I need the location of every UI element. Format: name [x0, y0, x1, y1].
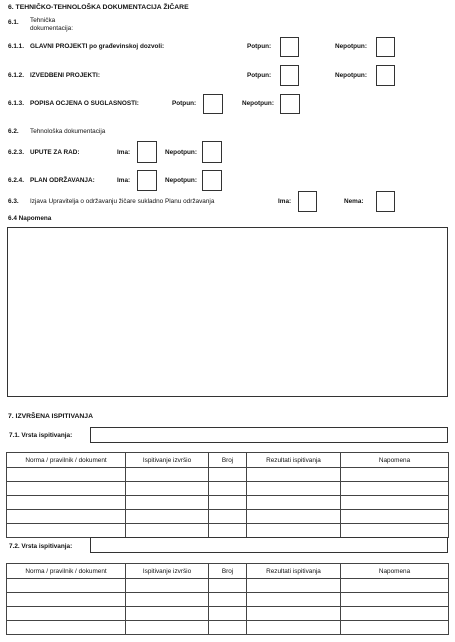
- upute-za-rad-nepotpun-label: Nepotpun:: [165, 149, 197, 156]
- table-cell[interactable]: [209, 593, 247, 607]
- table-cell[interactable]: [209, 482, 247, 496]
- table-cell[interactable]: [341, 621, 449, 635]
- table-cell[interactable]: [341, 524, 449, 538]
- popisa-ocjena-nepotpun-label: Nepotpun:: [242, 100, 274, 107]
- table-cell[interactable]: [7, 607, 126, 621]
- column-header: Ispitivanje izvršio: [126, 564, 209, 579]
- table-cell[interactable]: [247, 524, 341, 538]
- glavni-projekti-potpun-label: Potpun:: [247, 43, 272, 50]
- table-cell[interactable]: [247, 593, 341, 607]
- section-6-title: 6. TEHNIČKO-TEHNOLOŠKA DOKUMENTACIJA ŽIČARE: [8, 4, 189, 11]
- table-cell[interactable]: [209, 579, 247, 593]
- table-cell[interactable]: [209, 621, 247, 635]
- column-header: Ispitivanje izvršio: [126, 453, 209, 468]
- table-cell[interactable]: [126, 524, 209, 538]
- napomena-label: 6.4 Napomena: [8, 215, 52, 222]
- vrsta-ispitivanja-2-input[interactable]: [90, 537, 448, 553]
- table-cell[interactable]: [7, 579, 126, 593]
- section-6-2-3-number: 6.2.3.: [8, 149, 24, 156]
- section-6-1-label-line1: Tehnička: [30, 17, 56, 24]
- table-row: [7, 510, 449, 524]
- table-cell[interactable]: [209, 496, 247, 510]
- table-cell[interactable]: [341, 579, 449, 593]
- table-cell[interactable]: [341, 468, 449, 482]
- table-cell[interactable]: [247, 579, 341, 593]
- izjava-upravitelja-label: Izjava Upravitelja o održavanju žičare sukladno Planu održavanja: [30, 198, 215, 205]
- glavni-projekti-nepotpun-checkbox[interactable]: [376, 37, 395, 57]
- popisa-ocjena-nepotpun-checkbox[interactable]: [280, 94, 300, 114]
- izvedbeni-projekti-label: IZVEDBENI PROJEKTI:: [30, 72, 100, 79]
- table-cell[interactable]: [7, 593, 126, 607]
- table-cell[interactable]: [247, 496, 341, 510]
- section-6-2-number: 6.2.: [8, 128, 19, 135]
- table-row: [7, 607, 449, 621]
- section-6-1-3-number: 6.1.3.: [8, 100, 24, 107]
- table-cell[interactable]: [341, 496, 449, 510]
- izjava-ima-checkbox[interactable]: [298, 191, 317, 212]
- plan-odrzavanja-nepotpun-checkbox[interactable]: [202, 170, 222, 191]
- table-row: [7, 482, 449, 496]
- table-cell[interactable]: [209, 510, 247, 524]
- table-cell[interactable]: [341, 510, 449, 524]
- table-cell[interactable]: [126, 496, 209, 510]
- table-cell[interactable]: [209, 607, 247, 621]
- izvedbeni-projekti-nepotpun-checkbox[interactable]: [376, 65, 395, 86]
- plan-odrzavanja-label: PLAN ODRŽAVANJA:: [30, 177, 95, 184]
- section-6-1-2-number: 6.1.2.: [8, 72, 24, 79]
- table-row: [7, 579, 449, 593]
- column-header: Napomena: [341, 564, 449, 579]
- column-header: Broj: [209, 453, 247, 468]
- table-cell[interactable]: [126, 510, 209, 524]
- table-row: [7, 524, 449, 538]
- vrsta-ispitivanja-2-label: 7.2. Vrsta ispitivanja:: [9, 543, 73, 550]
- table-cell[interactable]: [247, 468, 341, 482]
- ispitivanja-table-1: [6, 452, 449, 538]
- table-cell[interactable]: [126, 593, 209, 607]
- plan-odrzavanja-nepotpun-label: Nepotpun:: [165, 177, 197, 184]
- vrsta-ispitivanja-1-input[interactable]: [90, 427, 448, 443]
- upute-za-rad-ima-checkbox[interactable]: [137, 141, 157, 163]
- popisa-ocjena-potpun-label: Potpun:: [172, 100, 197, 107]
- plan-odrzavanja-ima-label: Ima:: [117, 177, 131, 184]
- section-6-1-1-number: 6.1.1.: [8, 43, 24, 50]
- table-cell[interactable]: [126, 482, 209, 496]
- table-cell[interactable]: [247, 510, 341, 524]
- tehnoloska-dokumentacija-label: Tehnološka dokumentacija: [30, 128, 106, 135]
- vrsta-ispitivanja-1-label: 7.1. Vrsta ispitivanja:: [9, 432, 73, 439]
- table-cell[interactable]: [7, 621, 126, 635]
- table-cell[interactable]: [247, 621, 341, 635]
- table-cell[interactable]: [126, 468, 209, 482]
- column-header: Napomena: [341, 453, 449, 468]
- section-6-1-number: 6.1.: [8, 19, 19, 26]
- table-cell[interactable]: [126, 621, 209, 635]
- column-header: Norma / pravilnik / dokument: [7, 453, 126, 468]
- table-row: [7, 468, 449, 482]
- table-row: [7, 496, 449, 510]
- glavni-projekti-potpun-checkbox[interactable]: [280, 37, 299, 57]
- glavni-projekti-label: GLAVNI PROJEKTI po građevinskoj dozvoli:: [30, 43, 165, 50]
- table-cell[interactable]: [7, 510, 126, 524]
- napomena-textarea[interactable]: [7, 227, 448, 397]
- table-cell[interactable]: [247, 607, 341, 621]
- table-cell[interactable]: [341, 607, 449, 621]
- izjava-ima-label: Ima:: [278, 198, 292, 205]
- table-row: [7, 621, 449, 635]
- glavni-projekti-nepotpun-label: Nepotpun:: [335, 43, 367, 50]
- section-6-3-number: 6.3.: [8, 198, 19, 205]
- table-cell[interactable]: [209, 468, 247, 482]
- section-6-2-4-number: 6.2.4.: [8, 177, 24, 184]
- izvedbeni-projekti-potpun-checkbox[interactable]: [280, 65, 299, 86]
- izvedbeni-projekti-nepotpun-label: Nepotpun:: [335, 72, 367, 79]
- column-header: Norma / pravilnik / dokument: [7, 564, 126, 579]
- table-cell[interactable]: [7, 468, 126, 482]
- column-header: Rezultati ispitivanja: [247, 453, 341, 468]
- table-cell[interactable]: [126, 607, 209, 621]
- column-header: Rezultati ispitivanja: [247, 564, 341, 579]
- izjava-nema-label: Nema:: [344, 198, 364, 205]
- izjava-nema-checkbox[interactable]: [376, 191, 395, 212]
- table-cell[interactable]: [341, 593, 449, 607]
- section-7-title: 7. IZVRŠENA ISPITIVANJA: [8, 413, 93, 420]
- upute-za-rad-nepotpun-checkbox[interactable]: [202, 141, 222, 163]
- plan-odrzavanja-ima-checkbox[interactable]: [137, 170, 157, 191]
- table-cell[interactable]: [209, 524, 247, 538]
- table-cell[interactable]: [7, 524, 126, 538]
- table-cell[interactable]: [7, 496, 126, 510]
- column-header: Broj: [209, 564, 247, 579]
- section-6-1-label-line2: dokumentacija:: [30, 25, 73, 32]
- table-cell[interactable]: [7, 482, 126, 496]
- ispitivanja-table-2: [6, 563, 449, 635]
- izvedbeni-projekti-potpun-label: Potpun:: [247, 72, 272, 79]
- popisa-ocjena-label: POPISA OCJENA O SUGLASNOSTI:: [30, 100, 139, 107]
- table-cell[interactable]: [247, 482, 341, 496]
- upute-za-rad-label: UPUTE ZA RAD:: [30, 149, 80, 156]
- table-cell[interactable]: [126, 579, 209, 593]
- table-row: [7, 593, 449, 607]
- table-cell[interactable]: [341, 482, 449, 496]
- upute-za-rad-ima-label: Ima:: [117, 149, 131, 156]
- popisa-ocjena-potpun-checkbox[interactable]: [203, 94, 223, 114]
